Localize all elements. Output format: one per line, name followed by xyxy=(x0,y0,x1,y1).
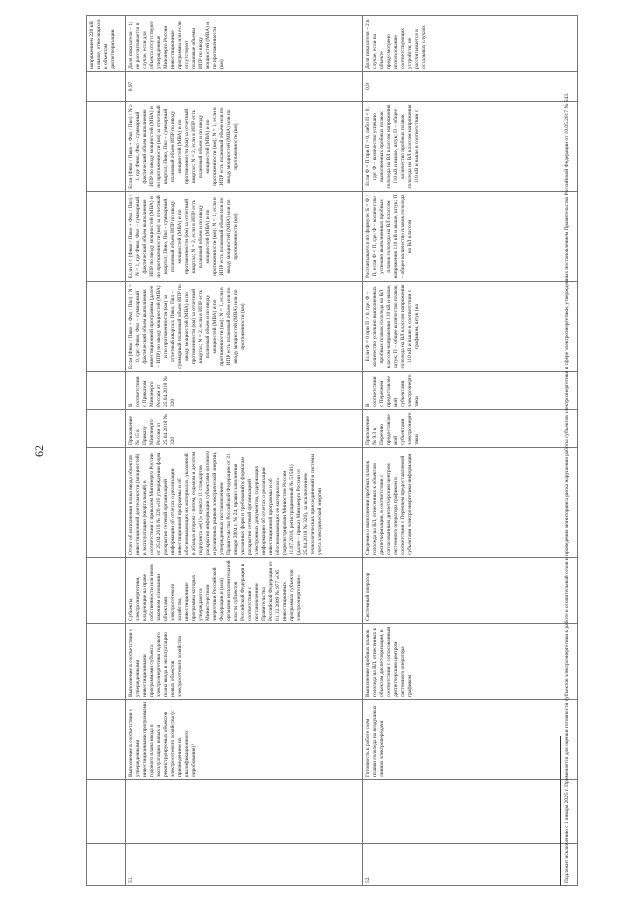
indicator-cell: Готовность к работе схем плавки гололеда на воздушных линиях электропередачи xyxy=(363,700,578,780)
weight-cell: 0,97 xyxy=(126,72,363,102)
weight-cell: 0,9 xyxy=(363,72,578,102)
row-number: 52. xyxy=(363,844,578,886)
regulation-cell: В соответствии с Приказом Минэнерго России от 25.04.2018 № 320 xyxy=(126,372,363,410)
report-cell: Сведения о выполнении пробных плавок гололеда на ВЛ, отнесенных к объектам диспетчеризации, в соответствии с согласованным диспетчерским центром системного оператора графиком в соответствии с Перечнем предоставляемой субъектами электроэнергетики информации xyxy=(363,448,578,558)
formula-zero-cell: Если (Фвво / Пвво + Фвл / Пвл) / N = 0, где: Фвво, Фвл – суммарный фактический объем выполнения инвестиционной программы (далее – ИПР) по вводу мощностей (МВА) и по протяженности (км) за отчетный квартал; Пвво, Пвл – суммарный плановый объем ИПР по вводу мощностей (МВА) и по протяженности (км) за отчетный квартал; N = 2, если в ИПР есть плановый объем и по вводу мощностей (МВА) и по протяженности (км); N = 1, если в ИПР есть плановый объем или по вводу мощностей (МВА) или по протяженности (км) xyxy=(126,282,363,372)
note-cell: Доля показателя – 2 в случае, если на объекте предусмотрено использование соответствующих устройств; не рассчитывается в остальных случаях xyxy=(363,16,578,72)
subjects-cell: Субъекты электроэнергетики, владеющие на праве собственности или ином законном основании объектами электросетевого хозяйства, инвестиционные программы которых утверждаются Министерством энергетики Российской Федерации и (или) органами исполнительной власти субъектов Российской Федерации в соответствии с постановлением Правительства Российской Федерации от 01.12.2009 № 977 «Об инвестиционных программах субъектов электроэнергетики» xyxy=(126,558,363,624)
formula-one-cell: Если Ф = П при П > 0, либо П = 0, где: Ф – количество успешно выполненных пробных плавок гололеда на ВЛ классом напряжения 110 кВ и выше, штук; П – общее количество пробных плавок гололеда на ВЛ классом напряжения 110 кВ и выше в соответствии с xyxy=(363,102,578,192)
form-cell: Приложение № 9.3 к Перечню предоставляемой субъектами электроэнергетики xyxy=(363,410,578,448)
formula-zero-cell: Если Ф = 0 при П > 0, где: Ф – количество успешно выполненных пробных плавок гололеда на ВЛ классом напряжения 110 кВ и выше, штук; П – общее количество плавок гололеда на ВЛ классом напряжения 110 кВ и выше в соответствии с графиком, штук (на xyxy=(363,282,578,372)
form-cell: Приложение № 15 к Приказу Минэнерго России от 25.04.2018 № 320 xyxy=(126,410,363,448)
note-cell: Доля показателя – 1; не рассчитывается в случае, если для объекта отсутствуют утвержденные Минэнерго России инвестиционные программы или если отсутствуют плановые объемы ИПР по вводу мощностей (МВА) и по протяженности (км) xyxy=(126,16,363,72)
report-cell: Отчет об исполнении плана ввода объектов инвестиционной деятельности (мощностей) в эксплуатацию (квартальный) в соответствии с приказом Минэнерго России от 25.04.2018 № 320 «Об утверждении форм раскрытия сетевой организацией информации об отчетах о реализации инвестиционной программы и об обосновывающих их материалах, указанной в абзацах втором - пятом, седьмом и десятом подпункта «е(1)» пункта 11 стандартов раскрытия информации субъектами оптового и розничных рынков электрической энергии, утвержденных постановлением Правительства Российской Федерации от 21 января 2004 г. № 24, правил заполнения указанных форм и требований к форматам раскрытия сетевой организацией электронных документов, содержащих информацию об отчетах о реализации инвестиционной программы и об обосновывающих ее материалах» (зарегистрирован Минюстом России 11.07.2018, регистрационный № 51581) (далее – приказ Минэнерго России от 25.04.2018 № 320), за исключением технологических присоединений и системы учета электрической энергии xyxy=(126,448,363,558)
continuation-row xyxy=(87,16,126,886)
formula-mid-cell: Рассчитывается по формуле: Б = Ф / П, если Ф < П, где: Ф – количество успешно выполненных пробных плавок гололеда на ВЛ классом напряжения 110 кВ и выше, штук; П – общее количество плавок гололеда на ВЛ классом xyxy=(363,192,578,282)
table-row xyxy=(126,16,363,886)
footnote-divider xyxy=(560,736,561,886)
group-cell xyxy=(363,780,578,844)
description-cell: Выполнение пробных плавок гололеда на ВЛ, отнесенных к объектам диспетчеризации, в соответствии с согласованным диспетчерским центром системного оператора графиком xyxy=(363,624,578,700)
table-row xyxy=(363,16,578,886)
note-cell: напряжением 220 кВ и выше, относящихся к объектам диспетчеризации xyxy=(87,16,126,72)
footnote-text: ¹ Подлежит исключению с 1 января 2025 г. Применяется для оценки готовности субъектов электроэнергетики к работе в отопительный сезон и проведения мониторинга риска нарушения работы субъектов электроэнергетики в сфере электроэнергетики, утвержденных постановлением Правительства Российской Федерации от 10.05.2017 № 543. xyxy=(564,92,570,886)
subjects-cell: Системный оператор xyxy=(363,558,578,624)
indicators-table xyxy=(86,15,578,886)
page-number: 62 xyxy=(32,445,46,457)
group-cell xyxy=(126,780,363,844)
formula-mid-cell: Если 0 < (Фвво / Пвво + Фвл / Пвл) / N < 1, где Фвво, Фвл – суммарный фактический объем выполнения ИПР по вводу мощностей (МВА) и по протяженности (км) за отчетный квартал; Пвво, Пвл – суммарный плановый объем ИПР по вводу мощностей (МВА) и по протяженности (км) за отчетный квартал; N = 2, если в ИПР есть плановый объем и по вводу мощностей (МВА) и по протяженности (км); N = 1, если в ИПР есть плановый объем или по вводу мощностей (МВА) или по протяженности (км) xyxy=(126,192,363,282)
indicator-cell: Выполнение в соответствии с утвержденными инвестиционными программами годового плана ввода в эксплуатацию новых и реконструируемых объектов электросетевого хозяйства (с приоведением их квалификационного опробования)¹ xyxy=(126,700,363,780)
regulation-cell: В соответствии с Перечнем предоставляемой субъектами электроэнергетики xyxy=(363,372,578,410)
formula-one-cell: Если (Фвво / Пвво + Фвл / Пвл) / N ≥ 1, где Фвво, Фвл – суммарный фактический объем выполнения ИПР по вводу мощностей (МВА) и по протяженности (км) за отчетный квартал; Пвво, Пвл – суммарный плановый объем ИПР по вводу мощностей (МВА) и по протяженности (км) за отчетный квартал; N = 2, если в ИПР есть плановый объем и по вводу мощностей (МВА) и по протяженности (км); N = 1, если в ИПР есть плановый объем или по вводу мощностей (МВА) или по протяженности (км) xyxy=(126,102,363,192)
description-cell: Выполнение в соответствии с утвержденными инвестиционными программами субъекта электроэнергетики годового плана ввода в эксплуатацию новых объектов электросетевого хозяйства xyxy=(126,624,363,700)
row-number: 51. xyxy=(126,844,363,886)
footnote xyxy=(560,16,572,886)
